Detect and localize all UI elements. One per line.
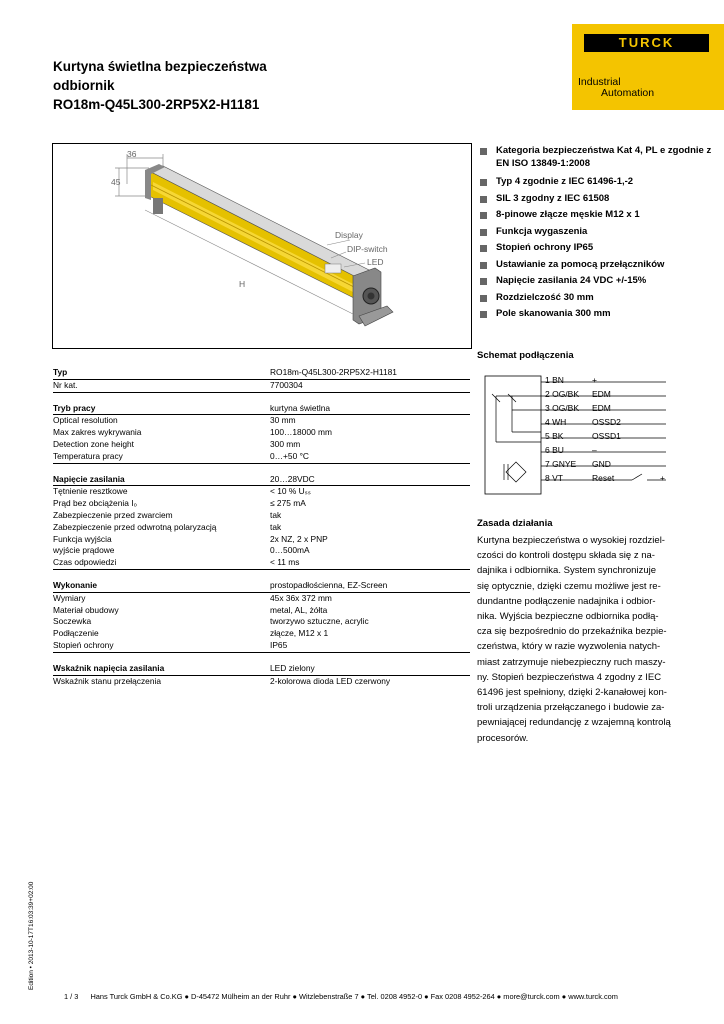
feature-item: [474, 290, 714, 307]
spec-row: Zabezpieczenie przed odwrotną polaryzacją tak: [53, 521, 282, 532]
pin-7-label: 7 GNYE: [545, 459, 577, 469]
logo-brand: TURCK: [584, 34, 709, 52]
bullet-icon: [480, 212, 487, 219]
bullet-icon: [480, 148, 487, 155]
spec-row: Tryb pracy kurtyna świetlna: [53, 403, 470, 416]
feature-text: Rozdzielczość 30 mm: [496, 291, 594, 303]
pin-2-signal: EDM: [592, 389, 611, 399]
pin-5-label: 5 BK: [545, 431, 564, 441]
spec-row: Max zakres wykrywania 100…18000 mm: [53, 427, 332, 438]
product-image: [52, 143, 472, 349]
feature-text: Stopień ochrony IP65: [496, 242, 594, 253]
page-footer: [64, 992, 628, 1001]
feature-item: [474, 273, 714, 290]
spec-row: Materiał obudowy metal, AL, żółta: [53, 604, 328, 615]
bullet-icon: [480, 262, 487, 269]
logo-industrial: Industrial: [578, 76, 621, 88]
feature-text: Typ 4 zgodnie z IEC 61496-1,-2: [496, 176, 634, 187]
spec-row: wyjście prądowe 0…500mA: [53, 545, 310, 556]
feature-item: [474, 257, 714, 274]
pin-3-signal: EDM: [592, 403, 611, 413]
feature-text: Ustawianie za pomocą przełączników: [496, 258, 665, 270]
feature-list: [474, 145, 714, 323]
feature-text: 8-pinowe złącze męskie M12 x 1: [496, 209, 640, 220]
led-label: LED: [367, 257, 384, 267]
pin-5-signal: OSSD1: [592, 431, 621, 441]
spec-row: Typ RO18m-Q45L300-2RP5X2-H1181: [53, 367, 470, 380]
bullet-icon: [480, 278, 487, 285]
title-line-1: Kurtyna świetlna bezpieczeństwa: [53, 59, 267, 74]
spec-row: Wskaźnik napięcia zasilania LED zielony: [53, 663, 470, 676]
spec-row: Tętnienie resztkowe < 10 % Uₛₛ: [53, 486, 311, 497]
edition-stamp: Edition • 2013-10-17T16:03:39+02:00: [28, 881, 35, 990]
bullet-icon: [480, 179, 487, 186]
spec-table: [53, 367, 470, 697]
feature-item: [474, 240, 714, 257]
light-curtain-drawing: [53, 144, 471, 348]
feature-item: [474, 145, 714, 170]
spec-row: Temperatura pracy 0…+50 °C: [53, 450, 309, 461]
bullet-icon: [480, 229, 487, 236]
feature-item: [474, 207, 714, 224]
spec-group-power: [53, 474, 470, 570]
spec-row: Wskaźnik stanu przełączenia 2-kolorowa dioda LED czerwony: [53, 675, 391, 686]
spec-row: Soczewka tworzywo sztuczne, acrylic: [53, 616, 369, 627]
feature-text: Kategoria bezpieczeństwa Kat 4, PL e zgodnie z EN ISO 13849-1:2008: [496, 145, 712, 169]
dim-36-label: 36: [127, 149, 137, 159]
pin-1-label: 1 BN: [545, 375, 564, 385]
pin-4-signal: OSSD2: [592, 417, 621, 427]
title-line-2: odbiornik: [53, 78, 115, 93]
bullet-icon: [480, 311, 487, 318]
spec-row: Funkcja wyjścia 2x NZ, 2 x PNP: [53, 533, 328, 544]
spec-group-design: [53, 580, 470, 653]
spec-group-mode: [53, 403, 470, 464]
spec-row: Stopień ochrony IP65: [53, 639, 288, 650]
pin-4-label: 4 WH: [545, 417, 567, 427]
feature-text: Napięcie zasilania 24 VDC +/-15%: [496, 275, 647, 286]
feature-text: Pole skanowania 300 mm: [496, 308, 611, 319]
spec-row: Czas odpowiedzi < 11 ms: [53, 557, 300, 568]
operation-title: Zasada działania: [477, 518, 553, 529]
feature-text: SIL 3 zgodny z IEC 61508: [496, 192, 610, 204]
dip-switch-label: DIP-switch: [347, 244, 388, 254]
spec-group-type: [53, 367, 470, 393]
spec-row: Detection zone height 300 mm: [53, 438, 301, 449]
spec-row: Podłączenie złącze, M12 x 1: [53, 628, 329, 639]
pin-8-label: 8 VT: [545, 473, 563, 483]
spec-row: Wymiary 45x 36x 372 mm: [53, 592, 332, 603]
wiring-schematic: [482, 372, 714, 500]
pin-1-signal: +: [592, 375, 597, 385]
pin-3-label: 3 OG/BK: [545, 403, 580, 413]
title-line-3: RO18m-Q45L300-2RP5X2-H1181: [53, 97, 260, 112]
reset-plus-label: +: [660, 473, 665, 483]
feature-item: [474, 174, 714, 191]
pin-6-signal: –: [592, 445, 597, 455]
spec-row: Wykonanie prostopadłościenna, EZ-Screen: [53, 580, 470, 593]
page-title: [53, 57, 267, 114]
spec-row: Optical resolution 30 mm: [53, 415, 296, 426]
pin-6-label: 6 BU: [545, 445, 564, 455]
company-info: Hans Turck GmbH & Co.KG ● D-45472 Mülheim an der Ruhr ● Witzlebenstraße 7 ● Tel. 0208 4952-0 ● Fax 0208 4952-264 ● more@turck.com ● www.turck.com: [90, 992, 618, 1001]
height-label: H: [239, 279, 246, 289]
spec-row: Napięcie zasilania 20…28VDC: [53, 474, 470, 487]
spec-row: Prąd bez obciążenia I₀ ≤ 275 mA: [53, 498, 306, 509]
page-number: 1 / 3: [64, 992, 79, 1001]
feature-text: Funkcja wygaszenia: [496, 225, 588, 237]
schematic-title: Schemat podłączenia: [477, 350, 574, 361]
pin-8-signal: Reset: [592, 473, 615, 483]
bullet-icon: [480, 245, 487, 252]
feature-item: [474, 306, 714, 323]
operation-text: Kurtyna bezpieczeństwa o wysokiej rozdziel- czości do kontroli dostępu składa się z na- dajnika i odbiornika. System synchronizuje się optycznie, dzięki czemu możliwe jest re- dundantne podłączenie nadajnika i odbior- nika. Wyjścia bezpieczne odbiornika podłą- cza się bezpośrednio do przekaźnika bezpie- czeństwa, który w razie wyzwolenia natych- miast zatrzymuje niebezpieczny ruch maszy- ny. Stopień bezpieczeństwa 4 zgodny z IEC 61496 jest spełniony, dzięki 2-kanałowej kon- troli urządzenia przełączanego i budowie za- pewniającej redundancję z wzajemną kontrolą procesorów.: [477, 535, 671, 744]
bullet-icon: [480, 196, 487, 203]
bullet-icon: [480, 295, 487, 302]
logo-automation: Automation: [601, 87, 655, 99]
dim-45-label: 45: [111, 177, 121, 187]
feature-item: [474, 224, 714, 241]
pin-2-label: 2 OG/BK: [545, 389, 580, 399]
display-label: Display: [335, 230, 363, 240]
pin-7-signal: GND: [592, 459, 611, 469]
spec-row: Zabezpieczenie przed zwarciem tak: [53, 509, 282, 520]
feature-item: [474, 191, 714, 208]
spec-group-indicators: [53, 663, 470, 688]
spec-row: Nr kat. 7700304: [53, 379, 303, 390]
